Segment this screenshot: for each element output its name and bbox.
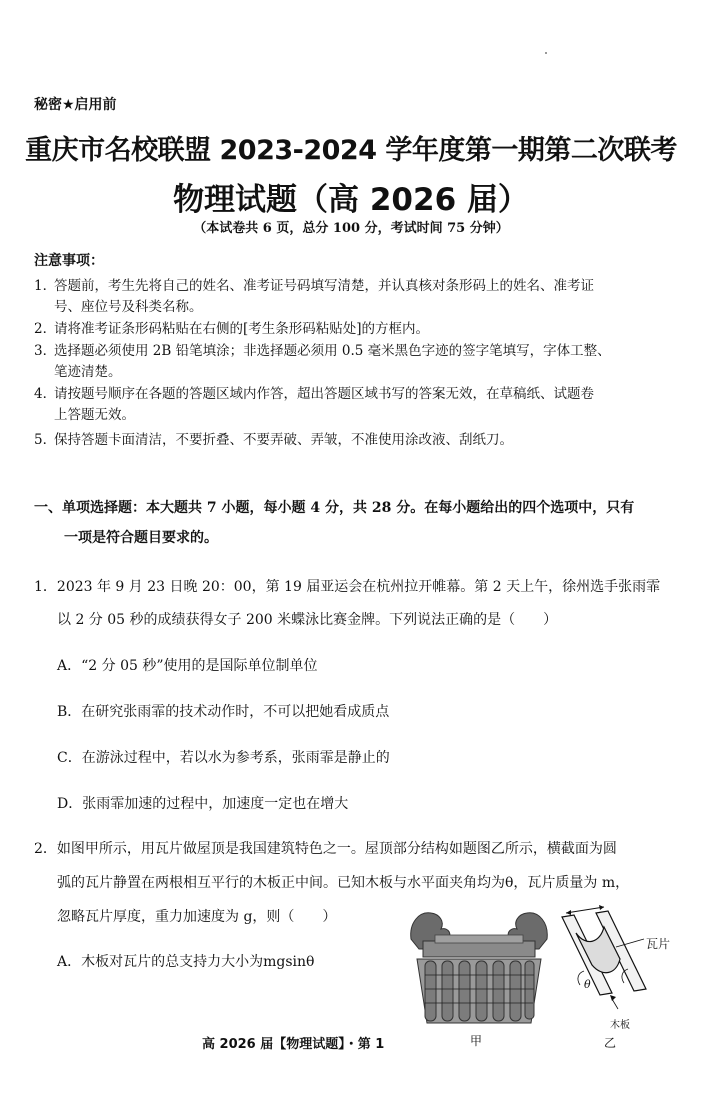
notice-text: 答题前，考生先将自己的姓名、准考证号码填写清楚，并认真核对条形码上的姓名、准考证	[54, 278, 594, 294]
exam-info: （本试卷共 6 页，总分 100 分，考试时间 75 分钟）	[193, 221, 509, 236]
tile-label: 瓦片	[646, 937, 671, 951]
confidential-label: 秘密★启用前	[34, 97, 117, 113]
section-heading-cont: 一项是符合题目要求的。	[64, 530, 218, 546]
roof-ridge-top	[435, 935, 523, 943]
notice-item-4-cont: 上答题无效。	[54, 407, 135, 423]
question-1-option-d: D．张雨霏加速的过程中，加速度一定也在增大	[57, 796, 349, 812]
question-2-stem: 2．如图甲所示，用瓦片做屋顶是我国建筑特色之一。屋顶部分结构如题图乙所示，横截面为圆	[34, 841, 617, 857]
notice-text: 选择题必须使用 2B 铅笔填涂；非选择题必须用 0.5 毫米黑色字迹的签字笔填写，字体工整、	[54, 343, 611, 359]
roof-tiles-figure	[405, 905, 553, 1025]
theta-label: θ	[584, 978, 591, 991]
notice-item-3-cont: 笔迹清楚。	[54, 364, 122, 380]
question-1-option-b: B．在研究张雨霏的技术动作时，不可以把她看成质点	[57, 704, 390, 720]
figure-caption-left: 甲	[470, 1034, 483, 1048]
question-1-option-a: A．“2 分 05 秒”使用的是国际单位制单位	[57, 658, 318, 674]
notice-number: 3．	[34, 343, 57, 359]
notice-heading: 注意事项：	[34, 253, 104, 269]
question-1-option-c: C．在游泳过程中，若以水为参考系，张雨霏是静止的	[57, 750, 390, 766]
page-footer: 高 2026 届【物理试题】・第 1	[202, 1037, 385, 1052]
question-2-stem-cont: 弧的瓦片静置在两根相互平行的木板正中间。已知木板与水平面夹角均为θ，瓦片质量为 m，	[57, 875, 630, 891]
notice-item-2	[34, 317, 429, 337]
notice-number: 1．	[34, 278, 57, 294]
board-label: 木板	[610, 1020, 630, 1031]
exam-subject-title: 物理试题（高 2026 届）	[173, 182, 529, 218]
inclined-boards-figure	[560, 903, 680, 1025]
notice-number: 4．	[34, 386, 57, 402]
exam-title: 重庆市名校联盟 2023-2024 学年度第一期第二次联考	[25, 135, 677, 166]
notice-item-1	[34, 274, 594, 294]
roof-ridge	[423, 941, 535, 957]
notice-number: 5．	[34, 432, 57, 448]
question-2-stem-cont2: 忽略瓦片厚度，重力加速度为 g，则（ ）	[57, 909, 337, 925]
notice-item-1-cont: 号、座位号及科类名称。	[54, 299, 203, 315]
notice-item-5	[34, 428, 513, 448]
scan-speck	[545, 52, 547, 54]
board-pointer	[612, 999, 618, 1009]
notice-item-3	[34, 339, 611, 359]
notice-text: 请将准考证条形码粘贴在右侧的[考生条形码粘贴处]的方框内。	[54, 321, 430, 337]
notice-text: 请按题号顺序在各题的答题区域内作答，超出答题区域书写的答案无效，在草稿纸、试题卷	[54, 386, 594, 402]
figure-caption-right: 乙	[604, 1036, 617, 1050]
notice-item-4	[34, 382, 594, 402]
question-1-stem: 1．2023 年 9 月 23 日晚 20：00，第 19 届亚运会在杭州拉开帷幕。第 2 天上午，徐州选手张雨霏	[34, 579, 661, 595]
section-heading: 一、单项选择题：本大题共 7 小题，每小题 4 分，共 28 分。在每小题给出的四个选项中，只有	[34, 500, 635, 516]
question-2-option-a: A．木板对瓦片的总支持力大小为mgsinθ	[57, 954, 315, 970]
question-1-stem-cont: 以 2 分 05 秒的成绩获得女子 200 米蝶泳比赛金牌。下列说法正确的是（ ）	[57, 612, 558, 628]
notice-number: 2．	[34, 321, 57, 337]
notice-text: 保持答题卡面清洁，不要折叠、不要弄破、弄皱，不准使用涂改液、刮纸刀。	[54, 432, 513, 448]
